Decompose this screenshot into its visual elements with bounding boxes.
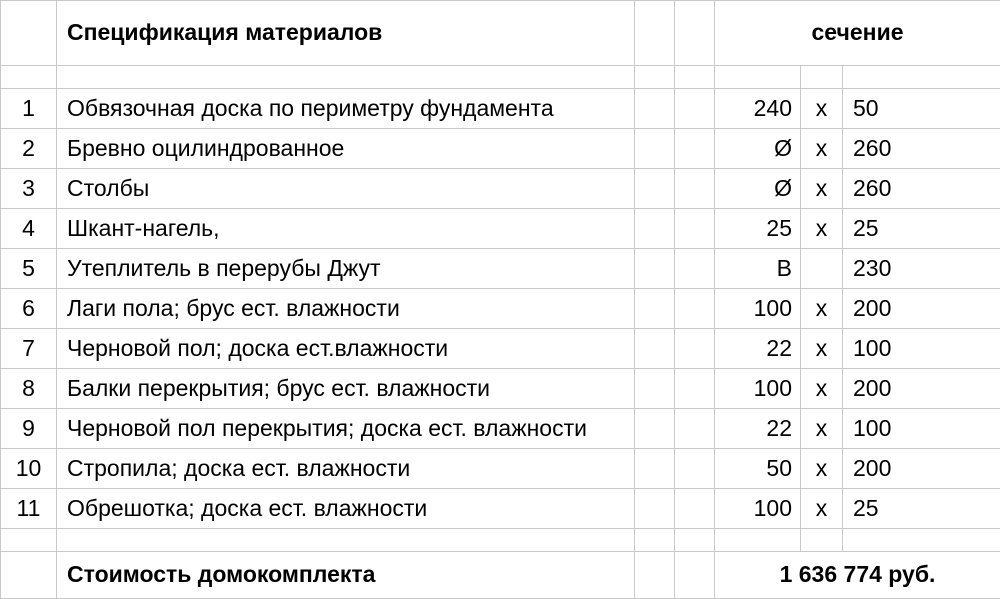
dimension-a: 25	[715, 209, 801, 249]
table-row	[1, 169, 1000, 209]
dimension-a: 100	[715, 369, 801, 409]
dimension-b: 230	[843, 249, 1000, 289]
spacer-cell	[675, 66, 715, 89]
dimension-a: 22	[715, 409, 801, 449]
dimension-a: 50	[715, 449, 801, 489]
spacer-cell	[675, 529, 715, 552]
dimension-b: 25	[843, 489, 1000, 529]
row-number: 9	[1, 409, 57, 449]
material-name: Стропила; доска ест. влажности	[57, 449, 635, 489]
total-gap-b	[675, 552, 715, 599]
dimension-a: Ø	[715, 129, 801, 169]
gap-cell-b	[675, 169, 715, 209]
spacer-cell	[57, 529, 635, 552]
spacer-cell	[801, 529, 843, 552]
row-number: 6	[1, 289, 57, 329]
gap-cell-b	[675, 129, 715, 169]
table-row	[1, 129, 1000, 169]
table-row	[1, 369, 1000, 409]
spacer-cell	[57, 66, 635, 89]
row-number: 10	[1, 449, 57, 489]
row-number: 11	[1, 489, 57, 529]
dimension-b: 50	[843, 89, 1000, 129]
gap-cell-a	[635, 249, 675, 289]
spacer-cell	[843, 66, 1000, 89]
row-number: 7	[1, 329, 57, 369]
gap-cell-a	[635, 489, 675, 529]
gap-cell-b	[675, 409, 715, 449]
dimension-b: 200	[843, 289, 1000, 329]
dimension-b: 260	[843, 129, 1000, 169]
gap-cell-b	[675, 329, 715, 369]
dimension-b: 200	[843, 449, 1000, 489]
gap-cell-b	[675, 209, 715, 249]
gap-cell-b	[675, 249, 715, 289]
gap-cell-a	[635, 289, 675, 329]
table-row	[1, 449, 1000, 489]
table-row	[1, 329, 1000, 369]
spacer-cell	[1, 529, 57, 552]
row-number: 1	[1, 89, 57, 129]
dimension-a: 100	[715, 289, 801, 329]
total-row-blank	[1, 552, 57, 599]
gap-cell-b	[675, 89, 715, 129]
dimension-separator: x	[801, 489, 843, 529]
gap-cell-a	[635, 329, 675, 369]
dimension-a: 240	[715, 89, 801, 129]
total-gap-a	[635, 552, 675, 599]
page-title: Спецификация материалов	[57, 1, 635, 66]
material-name: Черновой пол; доска ест.влажности	[57, 329, 635, 369]
dimension-b: 100	[843, 409, 1000, 449]
dimension-separator: x	[801, 449, 843, 489]
material-name: Обвязочная доска по периметру фундамента	[57, 89, 635, 129]
dimension-a: 100	[715, 489, 801, 529]
spacer-row-top	[1, 66, 1000, 89]
row-number: 5	[1, 249, 57, 289]
dimension-b: 200	[843, 369, 1000, 409]
gap-cell-a	[635, 409, 675, 449]
material-name: Столбы	[57, 169, 635, 209]
total-value: 1 636 774 руб.	[715, 552, 1000, 599]
dimension-a: В	[715, 249, 801, 289]
gap-cell-a	[635, 129, 675, 169]
material-name: Балки перекрытия; брус ест. влажности	[57, 369, 635, 409]
gap-cell-a	[635, 89, 675, 129]
table-row	[1, 209, 1000, 249]
gap-cell-a	[635, 369, 675, 409]
spacer-cell	[715, 66, 801, 89]
gap-cell-b	[675, 369, 715, 409]
header-section-label: сечение	[715, 1, 1000, 66]
spacer-cell	[715, 529, 801, 552]
dimension-a: Ø	[715, 169, 801, 209]
header-cell-blank	[1, 1, 57, 66]
gap-cell-b	[675, 449, 715, 489]
total-row	[1, 552, 1000, 599]
dimension-separator: x	[801, 329, 843, 369]
material-name: Обрешотка; доска ест. влажности	[57, 489, 635, 529]
spacer-cell	[801, 66, 843, 89]
row-number: 3	[1, 169, 57, 209]
table-body	[1, 1, 1000, 599]
dimension-b: 100	[843, 329, 1000, 369]
header-cell-gap-a	[635, 1, 675, 66]
spacer-cell	[843, 529, 1000, 552]
dimension-separator: x	[801, 209, 843, 249]
dimension-b: 260	[843, 169, 1000, 209]
dimension-separator: x	[801, 89, 843, 129]
material-name: Бревно оцилиндрованное	[57, 129, 635, 169]
table-header-row	[1, 1, 1000, 66]
table-row	[1, 409, 1000, 449]
spacer-cell	[635, 529, 675, 552]
material-name: Утеплитель в перерубы Джут	[57, 249, 635, 289]
dimension-separator	[801, 249, 843, 289]
dimension-separator: x	[801, 409, 843, 449]
row-number: 4	[1, 209, 57, 249]
spacer-row-bottom	[1, 529, 1000, 552]
table-row	[1, 489, 1000, 529]
table-row	[1, 89, 1000, 129]
gap-cell-a	[635, 169, 675, 209]
row-number: 8	[1, 369, 57, 409]
row-number: 2	[1, 129, 57, 169]
header-cell-gap-b	[675, 1, 715, 66]
dimension-b: 25	[843, 209, 1000, 249]
dimension-separator: x	[801, 169, 843, 209]
table-row	[1, 249, 1000, 289]
dimension-separator: x	[801, 129, 843, 169]
dimension-a: 22	[715, 329, 801, 369]
gap-cell-a	[635, 449, 675, 489]
material-name: Лаги пола; брус ест. влажности	[57, 289, 635, 329]
material-name: Черновой пол перекрытия; доска ест. влажности	[57, 409, 635, 449]
dimension-separator: x	[801, 369, 843, 409]
dimension-separator: x	[801, 289, 843, 329]
table-row	[1, 289, 1000, 329]
spacer-cell	[1, 66, 57, 89]
gap-cell-b	[675, 489, 715, 529]
material-name: Шкант-нагель,	[57, 209, 635, 249]
total-label: Стоимость домокомплекта	[57, 552, 635, 599]
gap-cell-b	[675, 289, 715, 329]
gap-cell-a	[635, 209, 675, 249]
spacer-cell	[635, 66, 675, 89]
